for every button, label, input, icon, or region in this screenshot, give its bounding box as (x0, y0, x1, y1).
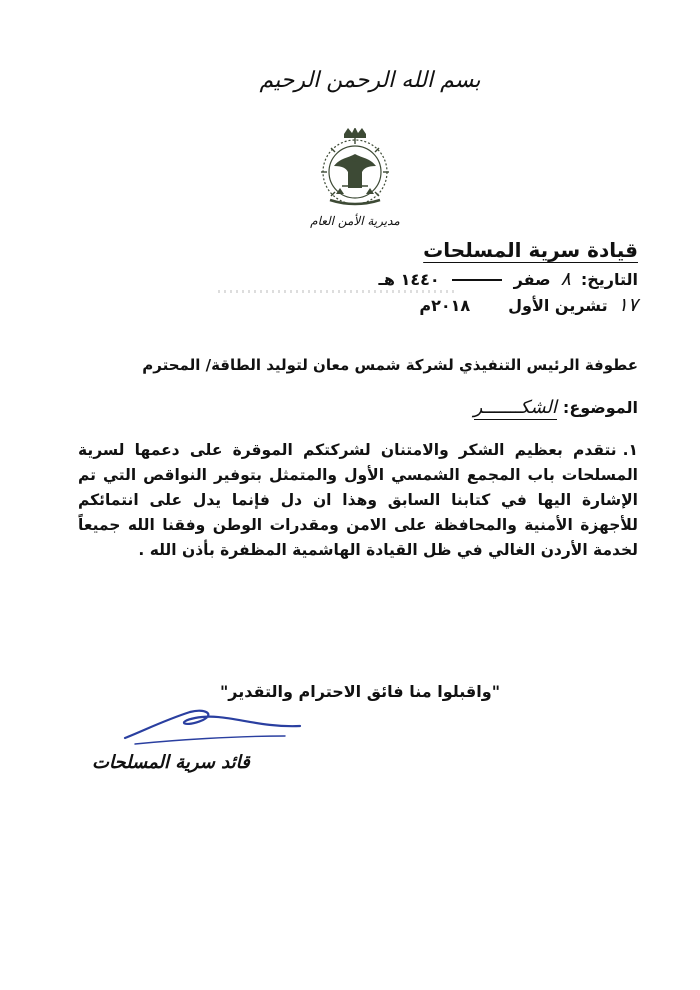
addressee-line: عطوفة الرئيس التنفيذي لشركة شمس معان لتوليد الطاقة/ المحترم (142, 356, 638, 374)
jordan-armed-forces-emblem-icon (300, 128, 410, 208)
subject-label: الموضوع: (562, 398, 638, 417)
hijri-year: ١٤٤٠ هـ (378, 270, 440, 289)
closing-line: "واقبلوا منا فائق الاحترام والتقدير" (219, 682, 501, 701)
hijri-day: ٨ (560, 268, 571, 290)
signer-title: قائد سرية المسلحات (92, 752, 250, 773)
handwritten-signature-icon (115, 700, 315, 750)
body-paragraph (78, 438, 638, 563)
gregorian-date-row (419, 294, 638, 316)
basmala-heading: بسم الله الرحمن الرحيم (259, 68, 481, 93)
scan-artifact (218, 290, 458, 293)
greg-year: ٢٠١٨م (419, 296, 471, 315)
emblem-caption: مديرية الأمن العام (310, 214, 400, 228)
paragraph-number: ١. (622, 441, 638, 459)
hijri-month: صفر (513, 270, 551, 289)
date-label: التاريخ: (580, 270, 638, 289)
paragraph-text: نتقدم بعظيم الشكر والامتنان لشركتكم الموقرة على دعمها لسرية المسلحات باب المجمع الشمسي الأول والمتمثل بتوفير النواقص التي تم الإشارة اليها في كتابنا السابق وهذا ان دل فإنما يدل على انتمائكم للأجهزة الأمنية والمحافظة على الامن ومقدرات الوطن وفقنا الله جميعاً لخدمة الأردن الغالي في ظل القيادة الهاشمية المظفرة بأذن الله . (78, 441, 638, 559)
hijri-date-row (378, 268, 638, 290)
greg-month: تشرين الأول (508, 296, 608, 315)
ink-dash-divider (452, 279, 502, 281)
subject-row (474, 397, 638, 420)
unit-title: قيادة سرية المسلحات (423, 238, 638, 262)
subject-value: الشكـــــــر (473, 397, 557, 418)
greg-day: ١٧ (617, 294, 638, 316)
